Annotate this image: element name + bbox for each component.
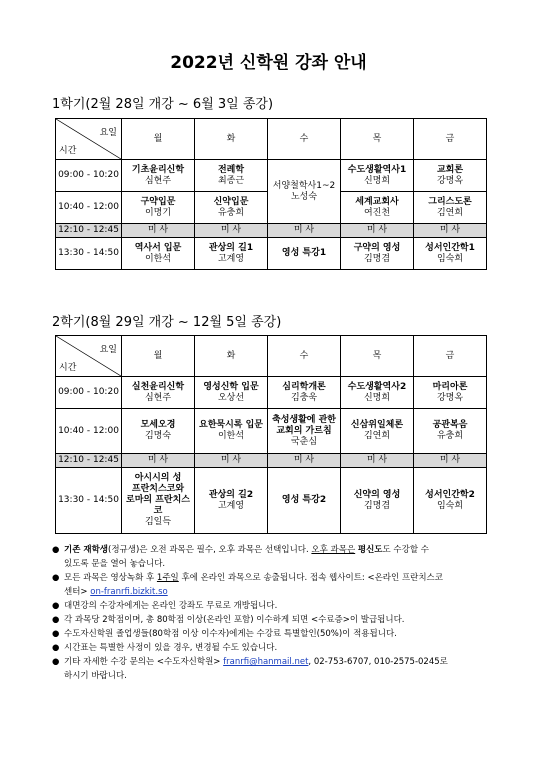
instructor: 유충희 [217, 207, 245, 218]
course-name: 기초윤리신학 [131, 164, 185, 175]
course-name: 신약입문 [213, 196, 249, 207]
course-name: 신약의 영성 [353, 489, 401, 500]
note-item [52, 641, 502, 655]
instructor: 강명옥 [436, 392, 464, 403]
note-text: 기타 자세한 수강 문의는 <수도자신학원> [64, 657, 224, 667]
instructor: 김명겸 [363, 500, 391, 511]
note-text: 있도록 문을 열어 놓습니다. [64, 559, 166, 569]
day-header: 금 [414, 336, 487, 377]
instructor: 노성숙 [290, 191, 318, 202]
instructor: 심현주 [144, 392, 172, 403]
note-item [52, 627, 502, 641]
instructor: 최종근 [217, 175, 245, 186]
course-name: 수도생활역사1 [347, 164, 407, 175]
note-item [52, 655, 502, 683]
course-name: 실천윤리신학 [131, 381, 185, 392]
course-cell [341, 238, 414, 270]
instructor: 유충희 [436, 431, 464, 441]
course-cell [414, 192, 487, 224]
course-cell [195, 192, 268, 224]
table-row [56, 238, 487, 270]
instructor: 이명기 [144, 207, 172, 218]
bullet-icon: ● [52, 643, 60, 653]
bullet-icon: ● [52, 615, 60, 625]
course-cell [341, 409, 414, 454]
mass-cell: 미 사 [195, 454, 268, 468]
semester1-heading: 1학기(2월 28일 개강 ~ 6월 3일 종강) [52, 97, 274, 112]
mass-cell: 미 사 [268, 224, 341, 238]
course-cell [268, 377, 341, 409]
note-text: 센터> [64, 587, 91, 597]
instructor: 고계영 [217, 253, 245, 264]
course-name: 그리스도론 [428, 196, 472, 207]
note-underlined-text: 오후 과목은 [311, 545, 356, 555]
course-name: 역사서 입문 [134, 242, 182, 253]
course-name: 교회론 [436, 164, 464, 175]
note-text: 후에 온라인 과목으로 송출됩니다. 접속 웹사이트: <온라인 프란치스코 [178, 573, 443, 583]
instructor: 신명희 [363, 392, 391, 403]
time-label: 시간 [59, 146, 77, 156]
time-slot: 12:10 - 12:45 [56, 454, 122, 468]
instructor: 심현주 [144, 175, 172, 186]
instructor: 신명희 [363, 175, 391, 186]
course-cell [195, 377, 268, 409]
instructor: 임숙희 [436, 500, 464, 511]
course-cell [268, 468, 341, 534]
instructor: 오상선 [217, 392, 245, 403]
course-cell [268, 409, 341, 454]
course-cell [122, 409, 195, 454]
course-cell [414, 377, 487, 409]
note-text: 시간표는 특별한 사정이 있을 경우, 변경될 수도 있습니다. [64, 643, 278, 653]
course-name: 구약의 영성 [353, 242, 401, 253]
course-cell [195, 409, 268, 454]
table-row [56, 409, 487, 454]
day-label: 요일 [99, 345, 117, 355]
instructor: 국춘심 [290, 436, 318, 447]
semester1-table [55, 118, 487, 270]
course-name: 마리아론 [432, 381, 468, 392]
note-text: 각 과목당 2학점이며, 총 80학점 이상(온라인 포함) 이수하게 되면 <수료증>이 발급됩니다. [64, 615, 405, 625]
time-slot: 10:40 - 12:00 [56, 409, 122, 454]
note-text: (정규생)은 오전 과목은 필수, 오후 과목은 선택입니다. [108, 545, 309, 555]
mass-cell: 미 사 [414, 224, 487, 238]
instructor: 김명숙 [144, 431, 172, 441]
course-cell [122, 377, 195, 409]
course-name: 모세오경 [140, 420, 176, 430]
day-header: 수 [268, 119, 341, 160]
mass-row [56, 224, 487, 238]
instructor: 김연희 [363, 431, 391, 441]
instructor: 여진천 [363, 207, 391, 218]
table-row [56, 468, 487, 534]
note-text: 도 수강할 수 [382, 545, 429, 555]
course-name: 세계교회사 [355, 196, 399, 207]
instructor: 강명옥 [436, 175, 464, 186]
course-name: 프란치스코와 [131, 484, 185, 494]
page-title: 2022년 신학원 강좌 안내 [170, 53, 367, 73]
course-name: 서양철학사1~2 [272, 180, 336, 191]
time-slot: 10:40 - 12:00 [56, 192, 122, 224]
course-cell [268, 160, 341, 224]
course-cell [195, 160, 268, 192]
email-link[interactable]: franrfi@hanmail.net [223, 657, 309, 667]
course-name: 전례학 [217, 164, 245, 175]
course-name: 관상의 길2 [208, 489, 254, 500]
instructor: 김연희 [436, 207, 464, 218]
header-row [56, 336, 487, 377]
course-name: 관상의 길1 [208, 242, 254, 253]
course-name: 축성생활에 관한 [272, 414, 336, 425]
mass-cell: 미 사 [122, 454, 195, 468]
day-label: 요일 [99, 128, 117, 138]
note-text: , 02-753-6707, 010-2575-0245로 [308, 657, 448, 667]
mass-cell: 미 사 [195, 224, 268, 238]
course-name: 영성 특강2 [281, 495, 327, 505]
day-header: 화 [195, 119, 268, 160]
note-item [52, 599, 502, 613]
course-cell [414, 238, 487, 270]
course-name: 수도생활역사2 [347, 381, 407, 392]
note-item [52, 571, 502, 599]
course-cell [341, 160, 414, 192]
day-header: 월 [122, 336, 195, 377]
instructor: 고계영 [217, 500, 245, 511]
mass-cell: 미 사 [341, 454, 414, 468]
note-text: 대면강의 수강자에게는 온라인 강좌도 무료로 개방됩니다. [64, 601, 278, 611]
mass-cell: 미 사 [414, 454, 487, 468]
time-slot: 09:00 - 10:20 [56, 377, 122, 409]
day-header: 목 [341, 336, 414, 377]
bullet-icon: ● [52, 573, 60, 583]
course-cell [122, 468, 195, 534]
course-cell [414, 160, 487, 192]
course-cell [341, 377, 414, 409]
course-name: 교회의 가르침 [276, 425, 332, 436]
note-bold-text: 기존 재학생 [64, 545, 109, 555]
time-slot: 13:30 - 14:50 [56, 468, 122, 534]
corner-cell [56, 336, 122, 377]
course-name: 성서인간학2 [425, 489, 475, 500]
time-slot: 13:30 - 14:50 [56, 238, 122, 270]
table-row [56, 377, 487, 409]
day-header: 금 [414, 119, 487, 160]
note-underlined-text: 1주일 [156, 573, 179, 583]
course-cell [414, 468, 487, 534]
semester2-table [55, 335, 487, 534]
course-cell [122, 238, 195, 270]
bullet-icon: ● [52, 657, 60, 667]
course-name: 로마의 프란치스코 [126, 495, 190, 516]
course-name: 구약입문 [140, 196, 176, 207]
day-header: 수 [268, 336, 341, 377]
course-name: 요한묵시록 입문 [199, 420, 263, 430]
course-name: 심리학개론 [282, 381, 326, 392]
course-name: 영성신학 입문 [203, 381, 259, 392]
bullet-icon: ● [52, 629, 60, 639]
note-item [52, 543, 502, 571]
course-cell [122, 160, 195, 192]
time-slot: 12:10 - 12:45 [56, 224, 122, 238]
website-link[interactable]: on-franrfi.bizkit.so [90, 587, 168, 597]
course-name: 성서인간학1 [425, 242, 475, 253]
day-header: 목 [341, 119, 414, 160]
course-name: 신삼위일체론 [350, 420, 404, 430]
mass-cell: 미 사 [341, 224, 414, 238]
course-cell [414, 409, 487, 454]
corner-cell [56, 119, 122, 160]
course-name: 아시시의 성 [134, 473, 182, 483]
course-cell [195, 468, 268, 534]
note-text: 모든 과목은 영상녹화 후 [64, 573, 157, 583]
course-cell [122, 192, 195, 224]
note-text: 수도자신학원 졸업생들(80학점 이상 이수자)에게는 수강료 특별할인(50%)이 적용됩니다. [64, 629, 397, 639]
day-header: 화 [195, 336, 268, 377]
table-row [56, 160, 487, 192]
note-bold-text: 평신도 [357, 545, 383, 555]
notes-list [52, 543, 502, 683]
course-cell [195, 238, 268, 270]
course-cell [341, 468, 414, 534]
instructor: 이한석 [144, 253, 172, 264]
mass-cell: 미 사 [122, 224, 195, 238]
mass-row [56, 454, 487, 468]
note-text: 하시기 바랍니다. [64, 671, 127, 681]
semester2-heading: 2학기(8월 29일 개강 ~ 12월 5일 종강) [52, 315, 282, 330]
day-header: 월 [122, 119, 195, 160]
bullet-icon: ● [52, 601, 60, 611]
time-slot: 09:00 - 10:20 [56, 160, 122, 192]
course-cell [341, 192, 414, 224]
bullet-icon: ● [52, 545, 60, 555]
instructor: 김일득 [144, 517, 172, 527]
header-row [56, 119, 487, 160]
course-name: 공관복음 [432, 420, 468, 430]
instructor: 이한석 [217, 431, 245, 441]
course-cell [268, 238, 341, 270]
note-item [52, 613, 502, 627]
instructor: 김명겸 [363, 253, 391, 264]
mass-cell: 미 사 [268, 454, 341, 468]
time-label: 시간 [59, 363, 77, 373]
instructor: 임숙희 [436, 253, 464, 264]
instructor: 김충욱 [290, 392, 318, 403]
course-name: 영성 특강1 [281, 248, 327, 258]
